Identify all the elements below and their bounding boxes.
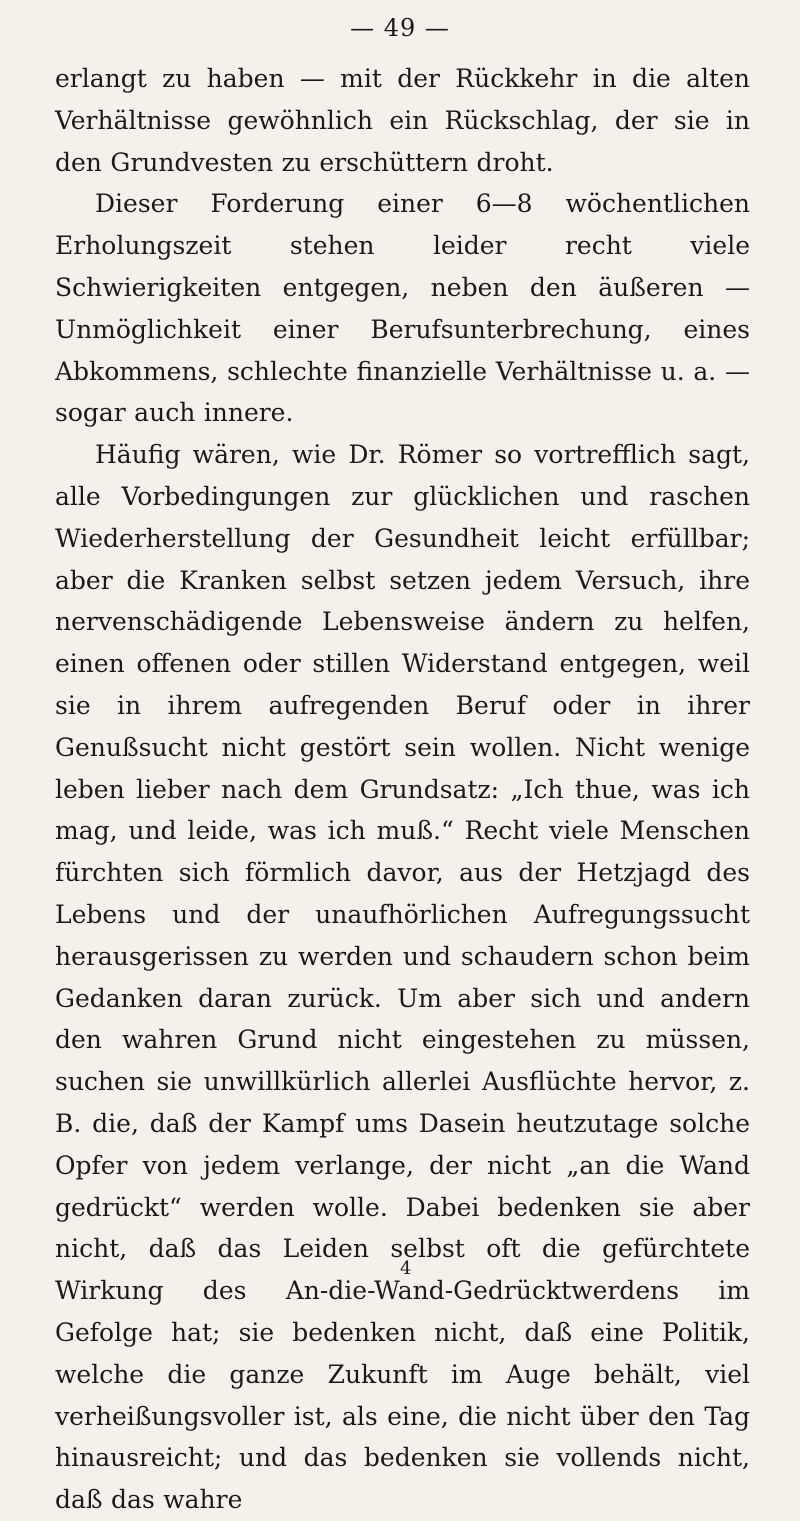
paragraph-1: erlangt zu haben — mit der Rückkehr in die alten Verhältnisse gewöhnlich ein Rückschlag, der sie in den Grundvesten zu erschüttern droht. — [55, 64, 750, 177]
body-text — [55, 58, 750, 1521]
paragraph-2: Dieser Forderung einer 6—8 wöchentlichen Erholungszeit stehen leider recht viele Schwierigkeiten entgegen, neben den äußeren — Unmöglichkeit einer Berufsunterbrechung, eines Abkommens, schlechte finanzielle Verhältnisse u. a. — sogar auch innere. — [55, 189, 750, 428]
paragraph-3: Häufig wären, wie Dr. Römer so vortrefflich sagt, alle Vorbedingungen zur glücklichen und raschen Wiederherstellung der Gesundheit leicht erfüllbar; aber die Kranken selbst setzen jedem Versuch, ihre nervenschädigende Lebensweise ändern zu helfen, einen offenen oder stillen Widerstand entgegen, weil sie in ihrem aufregenden Beruf oder in ihrer Genußsucht nicht gestört sein wollen. Nicht wenige leben lieber nach dem Grundsatz: „Ich thue, was ich mag, und leide, was ich muß.“ Recht viele Menschen fürchten sich förmlich davor, aus der Hetzjagd des Lebens und der unaufhörlichen Aufregungssucht herausgerissen zu werden und schaudern schon beim Gedanken daran zurück. Um aber sich und andern den wahren Grund nicht eingestehen zu müssen, suchen sie unwillkürlich allerlei Ausflüchte hervor, z. B. die, daß der Kampf ums Dasein heutzutage solche Opfer von jedem verlange, der nicht „an die Wand gedrückt“ werden wolle. Dabei bedenken sie aber nicht, daß das Leiden selbst oft die gefürchtete Wirkung des An-die-Wand-Gedrücktwerdens im Gefolge hat; sie bedenken nicht, daß eine Politik, welche die ganze Zukunft im Auge behält, viel verheißungsvoller ist, als eine, die nicht über den Tag hinausreicht; und das bedenken sie vollends nicht, daß das wahre — [55, 440, 750, 1515]
signature-mark: 4 — [400, 1258, 412, 1279]
page-number: — 49 — — [350, 14, 450, 42]
